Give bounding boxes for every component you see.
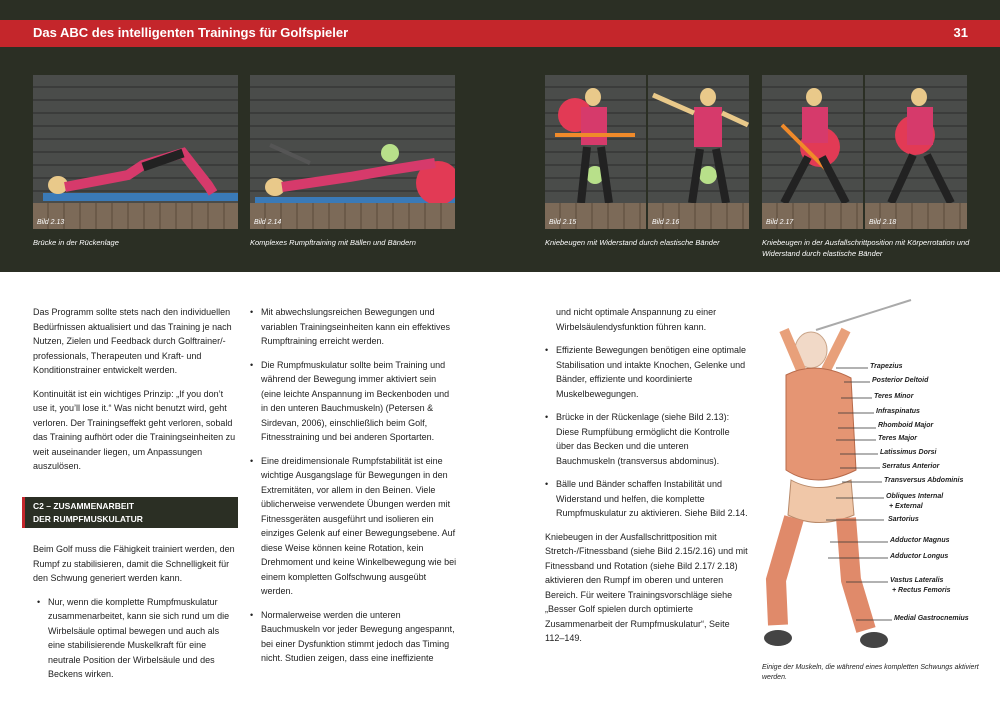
text-column-2: [250, 305, 457, 675]
text-column-1: [33, 305, 238, 483]
photo-bridge: [33, 75, 238, 229]
muscle-label: Infraspinatus: [876, 408, 920, 415]
bullet-item: • Normalerweise werden die unteren Bauchmuskeln vor jeder Bewegung angespannt, bei einer Dysfunktion stimmt jedoch das Timing nicht. Studien zeigen, dass eine ineffiziente: [250, 608, 457, 666]
photo-label: Bild 2.17: [766, 219, 794, 226]
caption-squat: Kniebeugen mit Widerstand durch elastische Bänder: [545, 238, 720, 247]
paragraph: Kniebeugen in der Ausfallschrittposition mit Stretch-/Fitnessband (siehe Bild 2.15/2.16) und mit Fitnessband und Rotation (siehe Bild 2.17/ 2.18) aktivieren den Rumpf im oberen und unteren Bereich. Für weitere Trainingsvorschläge siehe „Besser Golf spielen durch optimierte Zusammenarbeit der Rumpfmuskulatur“, Seite 112–149.: [545, 531, 748, 643]
paragraph: und nicht optimale Anspannung zu einer Wirbelsäulendysfunktion führen kann.: [556, 307, 717, 332]
section-heading: [22, 497, 238, 528]
muscle-label: Medial Gastrocnemius: [894, 615, 969, 622]
anatomy-caption: Einige der Muskeln, die während eines kompletten Schwungs aktiviert werden.: [762, 664, 979, 681]
bullet-item: • Eine dreidimensionale Rumpfstabilität ist eine wichtige Ausgangslage für Bewegungen in den Extremitäten, vor allem in den Beinen. Viele üblicherweise verwendete Übungen werden mit Fitnessgeräten ausgeführt und isolieren ein einziges Gelenk auf einer Bewegungsebene. Auf diese Weise können keine Rotation, kein Drehmoment und keine Winkelbewegung wie bei einem kompletten Golfschwung ausgeübt werden.: [250, 454, 457, 599]
bullet-item: • Mit abwechslungsreichen Bewegungen und variablen Trainingseinheiten kann ein effektives Rumpftraining erreicht werden.: [250, 305, 457, 349]
muscle-label: Sartorius: [888, 516, 919, 523]
photo-lunge-2: [865, 75, 967, 229]
bullet-item: • Die Rumpfmuskulatur sollte beim Training und während der Bewegung immer aktiviert sein (eine leichte Anspannung im Beckenboden und in den unteren Bauchmuskeln) (Petersen & Sirdevan, 2006), einschließlich beim Golf, Fitnesstraining und bei anderen Sportarten.: [250, 358, 457, 445]
muscle-label: Teres Major: [878, 435, 918, 442]
photo-squat-1: [545, 75, 646, 229]
page-header-title: Das ABC des intelligenten Trainings für Golfspieler: [33, 25, 349, 40]
photo-label: Bild 2.18: [869, 219, 897, 226]
muscle-label: Teres Minor: [874, 393, 914, 400]
photo-squat-2: [648, 75, 749, 229]
muscle-label: Latissimus Dorsi: [880, 449, 937, 456]
muscle-label: Posterior Deltoid: [872, 377, 929, 384]
section-heading-line: C2 – ZUSAMMENARBEIT: [33, 501, 135, 511]
muscle-label: + Rectus Femoris: [892, 587, 951, 594]
text-column-3: [545, 305, 750, 655]
muscle-label: Vastus Lateralis: [890, 577, 944, 584]
photo-label: Bild 2.15: [549, 219, 577, 226]
paragraph: Das Programm sollte stets nach den individuellen Bedürfnissen aktualisiert und das Training je nach Nutzen, Zielen und Feedback durch Golftrainer/-professionals, Therapeuten und Kraft- und Konditionstrainer entwickelt werden.: [33, 307, 232, 375]
photo-label: Bild 2.14: [254, 219, 282, 226]
photo-core-training: [250, 75, 455, 229]
bullet-item: • Brücke in der Rückenlage (siehe Bild 2.13): Diese Rumpfübung ermöglicht die Kontrolle über das Becken und die unteren Bauchmuskeln (transversus abdominus).: [545, 410, 750, 468]
muscle-label: Adductor Magnus: [890, 537, 950, 544]
photo-label: Bild 2.16: [652, 219, 680, 226]
bullet-item: • Bälle und Bänder schaffen Instabilität und Widerstand und helfen, die komplette Rumpfmuskulatur zu aktivieren. Siehe Bild 2.14.: [545, 477, 750, 521]
anatomy-illustration: [756, 290, 996, 660]
paragraph: Kontinuität ist ein wichtiges Prinzip: „If you don’t use it, you’ll lose it.“ Was nicht benutzt wird, geht verloren. Der Trainingseffekt geht verloren, sobald das Training aufhört oder die Trainingseinheiten zu weit auseinander liegen, um Anpassungen auszulösen.: [33, 388, 236, 471]
text-column-1-lower: [33, 542, 238, 691]
bullet-item: • Nur, wenn die komplette Rumpfmuskulatur zusammenarbeitet, kann sie sich rund um die Wirbelsäule optimal bewegen und auch als eine stabilisierende Muskelkraft für eine neutrale Position der Wirbelsäule und des Beckens wirken.: [37, 595, 238, 682]
section-heading-line: DER RUMPFMUSKULATUR: [33, 514, 143, 524]
caption-core-training: Komplexes Rumpftraining mit Bällen und Bändern: [250, 238, 416, 247]
muscle-label: Obliques Internal: [886, 493, 944, 500]
muscle-label: Rhomboid Major: [878, 422, 934, 429]
muscle-label: Transversus Abdominis: [884, 477, 964, 484]
page-number: 31: [953, 25, 968, 40]
photo-lunge-1: [762, 75, 863, 229]
caption-bridge: Brücke in der Rückenlage: [33, 238, 119, 247]
muscle-label: Adductor Longus: [890, 553, 949, 560]
muscle-label: Trapezius: [870, 363, 903, 370]
paragraph: Beim Golf muss die Fähigkeit trainiert werden, den Rumpf zu stabilisieren, damit die Schnelligkeit für den Schwung generiert werden kann.: [33, 544, 235, 583]
caption-lunge: Kniebeugen in der Ausfallschrittposition mit Körperrotation und Widerstand durch elastische Bänder: [762, 238, 970, 258]
muscle-label: + External: [889, 503, 923, 510]
photo-label: Bild 2.13: [37, 219, 65, 226]
bullet-item: • Effiziente Bewegungen benötigen eine optimale Stabilisation und intakte Knochen, Gelenke und Bänder, effiziente und koordinierte Muskelbewegungen.: [545, 343, 750, 401]
muscle-label: Serratus Anterior: [882, 463, 940, 470]
golfer-muscle-figure: [756, 290, 996, 660]
